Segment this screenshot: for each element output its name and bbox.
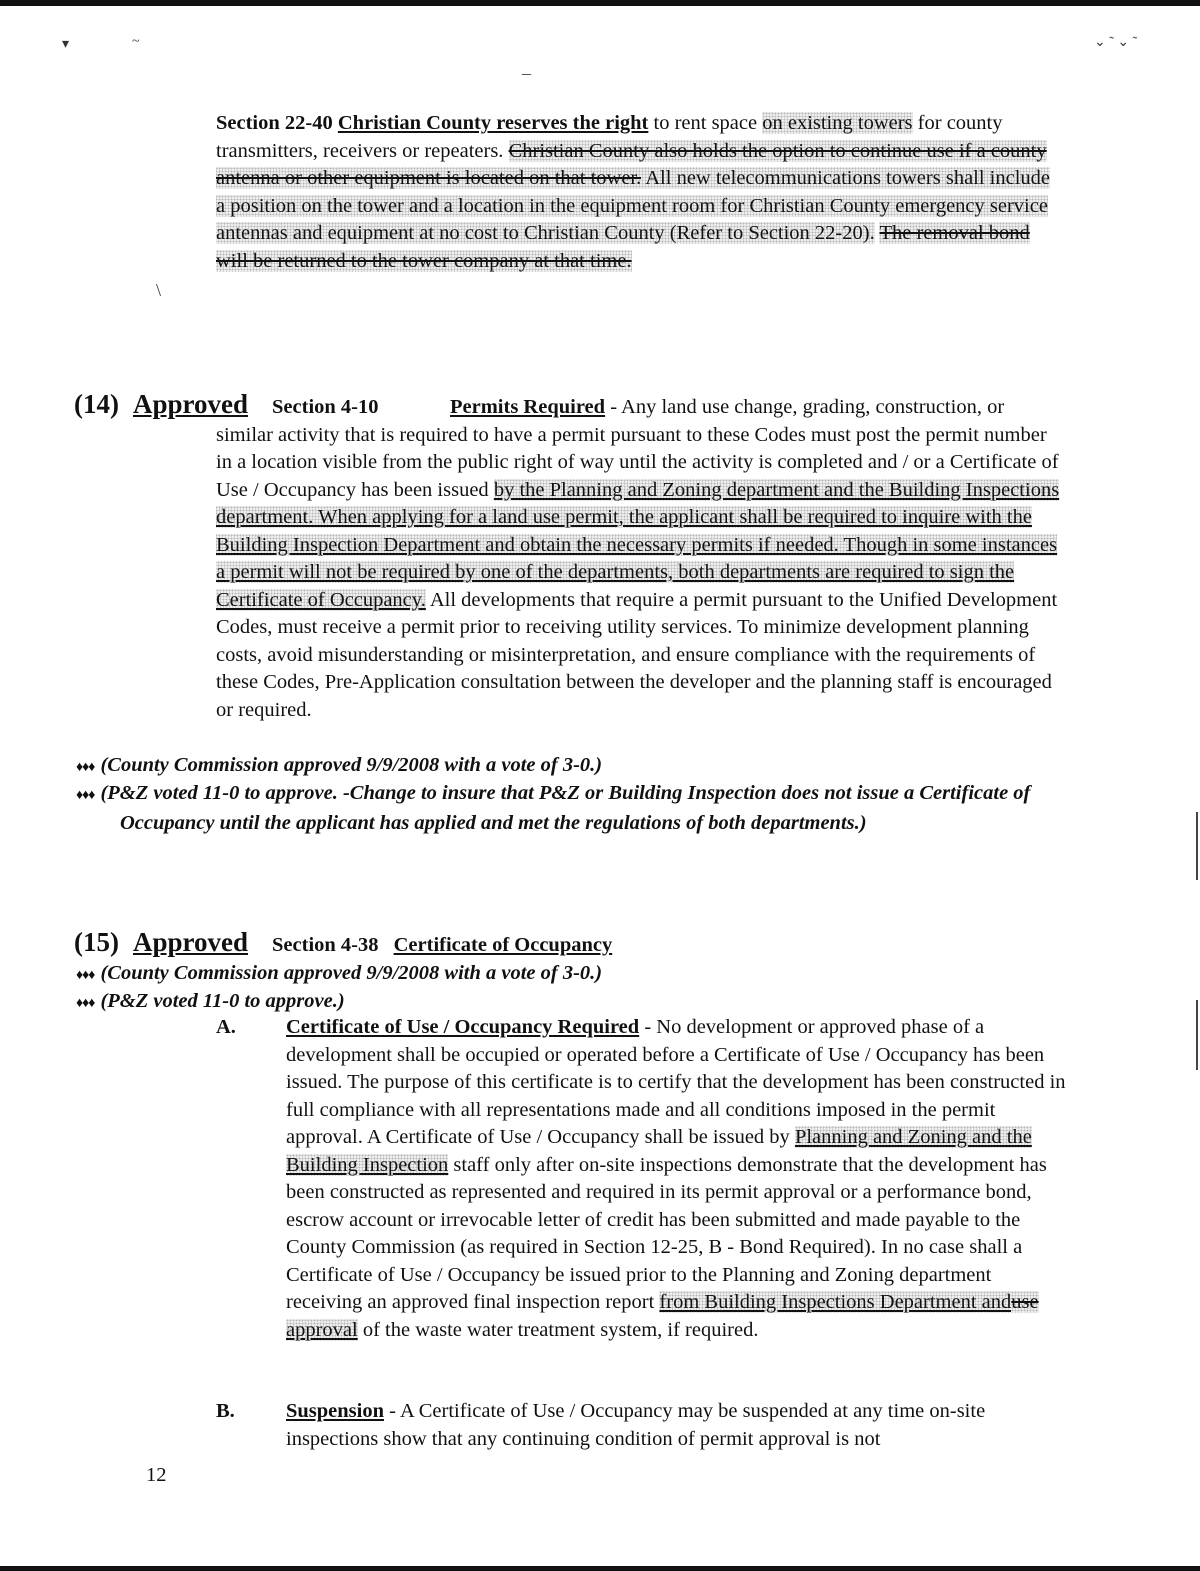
page-number: 12 [146, 1464, 167, 1486]
diamond-bullet-icon: ♦♦♦ [76, 996, 95, 1011]
subsection-letter-b: B. [216, 1400, 235, 1422]
body-text: All developments that require a permit pursuant to the Unified Development Codes, must receive a permit prior to receiving utility services. To minimize development planning costs, avoid misunderstanding or misinterpretation, and ensure compliance with the requirements of these Codes, Pre-Application consultation between the developer and the planning staff is encouraged or required. [216, 588, 1058, 721]
body-text: for county transmitters, receivers or repeaters. [216, 112, 1003, 162]
item-14-note-pz [76, 780, 1110, 837]
subsection-a-paragraph [286, 1014, 1066, 1344]
section-title: Certificate of Occupancy [393, 934, 613, 956]
section-ref: Section 4-10 [272, 396, 379, 418]
body-text: staff only after on-site inspections demonstrate that the development has been constructed as represented and required in its permit approval or a performance bond, escrow account or irrevocable letter of credit has been submitted and made payable to the County Commission (as required in Section 12-25, B - Bond Required). In no case shall a Certificate of Use / Occupancy be issued prior to the Planning and Zoning department receiving an approved final inspection report [286, 1153, 1047, 1313]
item-15-heading [74, 928, 612, 959]
scan-margin-line [1196, 812, 1198, 880]
scan-margin-line [1196, 1000, 1198, 1070]
approved-status: Approved [132, 389, 249, 419]
scan-speck: ¯ [522, 72, 531, 92]
scan-border-bottom [0, 1566, 1200, 1571]
struck-deleted-text: use [1011, 1291, 1039, 1313]
shaded-added-text: approval [286, 1318, 358, 1341]
item-14-note-commission [76, 752, 1066, 782]
body-text: to rent space [648, 112, 763, 134]
scan-border-top [0, 0, 1200, 6]
subsection-b-paragraph [286, 1398, 1066, 1453]
item-number: (15) [74, 927, 119, 957]
subsection-title: Suspension [286, 1400, 385, 1422]
shaded-added-text: All new telecommunications towers shall include a position on the tower and a location in the equipment room for Christian County emergency service antennas and equipment at no cost to Christian County (Refer to Section 22-20). [216, 167, 1051, 244]
note-text: (P&Z voted 11-0 to approve. -Change to insure that P&Z or Building Inspection does not issue a Certificate of Occupancy until the applicant has applied and met the regulations of both departments.) [100, 782, 1031, 834]
diamond-bullet-icon: ♦♦♦ [76, 760, 95, 775]
shaded-added-text: by the Planning and Zoning department and the Building Inspections department. When applying for a land use permit, the applicant shall be required to inquire with the Building Inspection Department and obtain the necessary permits if needed. Though in some instances a permit will not be required by one of the departments, both departments are required to sign the Certificate of Occupancy. [216, 478, 1060, 611]
subsection-title: Certificate of Use / Occupancy Required [286, 1016, 640, 1038]
section-title: Christian County reserves the right [337, 112, 649, 134]
section-title: Permits Required [450, 396, 606, 418]
note-text: (P&Z voted 11-0 to approve.) [100, 990, 345, 1012]
section-ref: Section 22-40 [216, 112, 333, 134]
note-text: (County Commission approved 9/9/2008 with a vote of 3-0.) [100, 962, 603, 984]
shaded-added-text: from Building Inspections Department and [659, 1291, 1012, 1313]
shaded-added-text: Planning and Zoning and the Building Inspection [286, 1126, 1032, 1176]
struck-deleted-text: The removal bond will be returned to the tower company at that time. [216, 222, 1030, 272]
item-number: (14) [74, 389, 119, 419]
scan-speck: ~ [132, 34, 140, 49]
scan-speck: ▾ [62, 37, 70, 52]
scan-speck: ⌄ ˜ ⌄ ˜ [1094, 35, 1138, 50]
note-text: (County Commission approved 9/9/2008 with a vote of 3-0.) [100, 754, 603, 776]
body-text: - A Certificate of Use / Occupancy may be suspended at any time on-site inspections show that any continuing condition of permit approval is not [286, 1400, 986, 1450]
subsection-letter-a: A. [216, 1016, 236, 1038]
struck-deleted-text: Christian County also holds the option to continue use if a county antenna or other equipment is located on that tower. [216, 139, 1047, 189]
body-text: of the waste water treatment system, if required. [357, 1318, 759, 1341]
body-text: - No development or approved phase of a development shall be occupied or operated before a Certificate of Use / Occupancy has been issued. The purpose of this certificate is to certify that the development has been constructed in full compliance with all representations made and all conditions imposed in the permit approval. A Certificate of Use / Occupancy shall be issued by [286, 1016, 1066, 1148]
diamond-bullet-icon: ♦♦♦ [76, 788, 95, 803]
shaded-added-text: on existing towers [762, 112, 913, 134]
scan-speck: \ [156, 280, 162, 300]
body-text: - Any land use change, grading, construction, or similar activity that is required to have a permit pursuant to these Codes must post the permit number in a location visible from the public right of way until the activity is completed and / or a Certificate of Use / Occupancy has been issued [216, 396, 1059, 501]
item-15-note-commission [76, 960, 1066, 990]
diamond-bullet-icon: ♦♦♦ [76, 968, 95, 983]
approved-status: Approved [132, 927, 249, 957]
item-14-paragraph [216, 394, 1066, 724]
section-22-40-paragraph [216, 110, 1056, 275]
section-ref: Section 4-38 [272, 934, 379, 956]
